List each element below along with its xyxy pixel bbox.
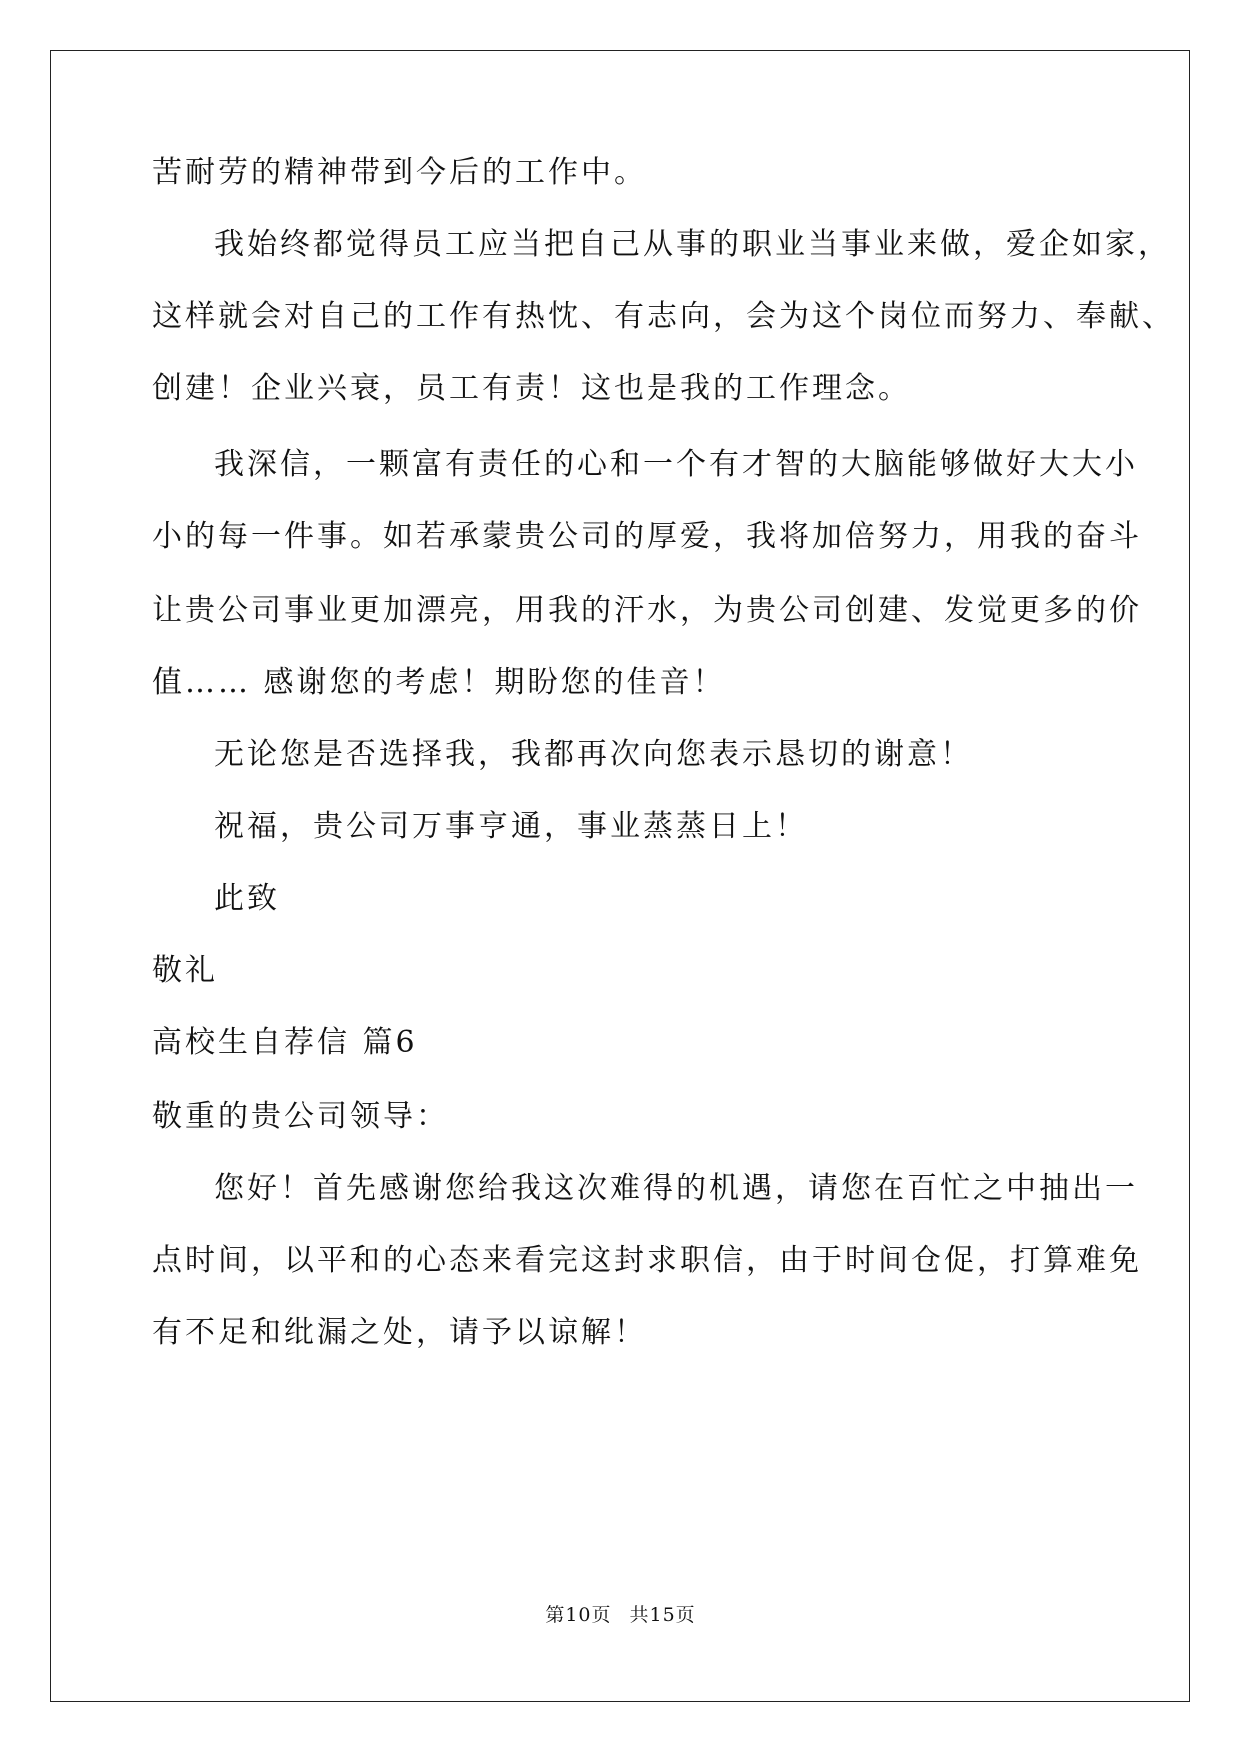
page-frame (50, 50, 1190, 1702)
text-line-8: 值…… 感谢您的考虑！期盼您的佳音！ (152, 665, 726, 700)
text-line-2: 我始终都觉得员工应当把自己从事的职业当事业来做，爱企如家， (214, 227, 1171, 262)
text-line-15: 您好！首先感谢您给我这次难得的机遇，请您在百忙之中抽出一 (214, 1171, 1138, 1206)
text-line-7: 让贵公司事业更加漂亮，用我的汗水，为贵公司创建、发觉更多的价 (152, 593, 1142, 628)
text-line-9: 无论您是否选择我，我都再次向您表示恳切的谢意！ (214, 737, 973, 772)
text-line-1: 苦耐劳的精神带到今后的工作中。 (152, 155, 647, 190)
text-line-17: 有不足和纰漏之处，请予以谅解！ (152, 1315, 647, 1350)
page-footer (0, 1600, 1241, 1627)
closing-phrase: 此致 (214, 881, 280, 916)
greeting-line: 敬重的贵公司领导： (152, 1099, 449, 1134)
text-line-5: 我深信，一颗富有责任的心和一个有才智的大脑能够做好大大小 (214, 447, 1138, 482)
page-number: 第10页 (545, 1604, 612, 1626)
page-total: 共15页 (629, 1604, 696, 1626)
section-heading: 高校生自荐信 篇6 (152, 1025, 418, 1060)
text-line-6: 小的每一件事。如若承蒙贵公司的厚爱，我将加倍努力，用我的奋斗 (152, 519, 1142, 554)
text-line-16: 点时间，以平和的心态来看完这封求职信，由于时间仓促，打算难免 (152, 1243, 1142, 1278)
text-line-10: 祝福，贵公司万事亨通，事业蒸蒸日上！ (214, 809, 808, 844)
salutation-closing: 敬礼 (152, 953, 218, 988)
text-line-4: 创建！企业兴衰，员工有责！这也是我的工作理念。 (152, 371, 911, 406)
text-line-3: 这样就会对自己的工作有热忱、有志向，会为这个岗位而努力、奉献、 (152, 299, 1175, 334)
